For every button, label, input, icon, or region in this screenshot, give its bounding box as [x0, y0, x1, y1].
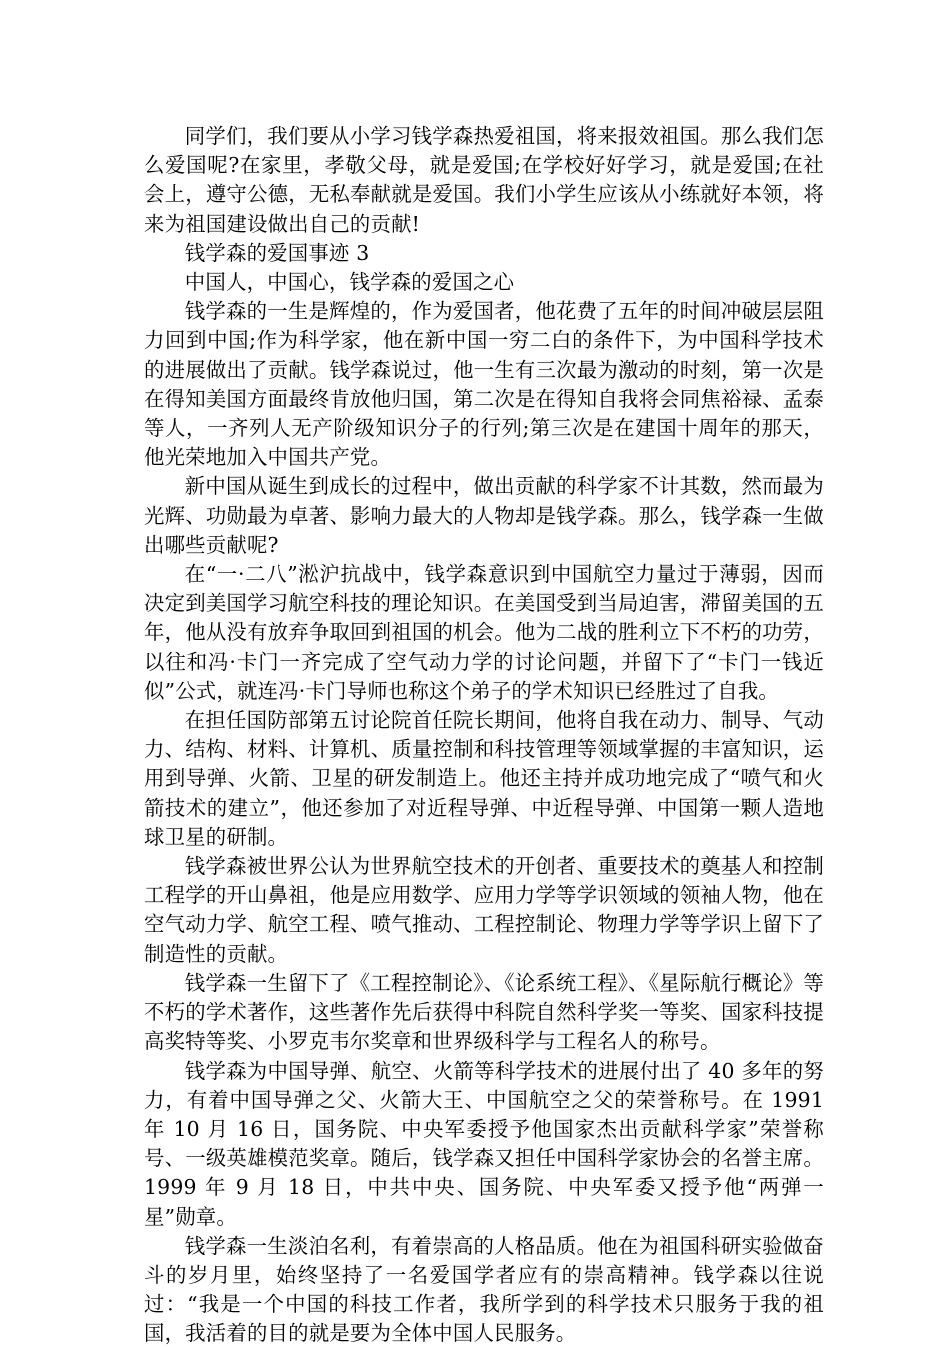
paragraph-world-recognition: 钱学森被世界公认为世界航空技术的开创者、重要技术的奠基人和控制工程学的开山鼻祖，他是应用数学、应用力学等学识领域的领袖人物，他在空气动力学、航空工程、喷气推动、工程控制论、物理力学等学识上留下了制造性的贡献。: [144, 854, 824, 966]
paragraph-contributions-question: 新中国从诞生到成长的过程中，做出贡献的科学家不计其数，然而最为光辉、功勋最为卓著、影响力最大的人物却是钱学森。那么，钱学森一生做出哪些贡献呢?: [144, 474, 824, 557]
paragraph-fifth-academy: 在担任国防部第五讨论院首任院长期间，他将自我在动力、制导、气动力、结构、材料、计算机、质量控制和科技管理等领域掌握的丰富知识，运用到导弹、火箭、卫星的研发制造上。他还主持并成功地完成了“喷气和火箭技术的建立”，他还参加了对近程导弹、中近程导弹、中国第一颗人造地球卫星的研制。: [144, 708, 824, 849]
paragraph-honors: 钱学森为中国导弹、航空、火箭等科学技术的进展付出了 40 多年的努力，有着中国导弹之父、火箭大王、中国航空之父的荣誉称号。在 1991 年 10 月 16 日，国务院、中央军委授予他国家杰出贡献科学家”荣誉称号、一级英雄模范奖章。随后，钱学森又担任中国科学家协会的名誉主席。1999 年 9 月 18 日，中共中央、国务院、中央军委又授予他“两弹一星”勋章。: [144, 1058, 824, 1229]
paragraph-life: 钱学森的一生是辉煌的，作为爱国者，他花费了五年的时间冲破层层阻力回到中国;作为科学家，他在新中国一穷二白的条件下，为中国科学技术的进展做出了贡献。钱学森说过，他一生有三次最为激动的时刻，第一次是在得知美国方面最终肯放他归国，第二次是在得知自我将会同焦裕禄、孟泰等人，一齐列人无产阶级知识分子的行列;第三次是在建国十周年的那天，他光荣地加入中国共产党。: [144, 299, 824, 470]
paragraph-america: 在“一·二八”淞沪抗战中，钱学森意识到中国航空力量过于薄弱，因而决定到美国学习航空科技的理论知识。在美国受到当局迫害，滞留美国的五年，他从没有放弃争取回到祖国的机会。他为二战的胜利立下不朽的功劳，以往和冯·卡门一齐完成了空气动力学的讨论问题，并留下了“卡门一钱近似”公式，就连冯·卡门导师也称这个弟子的学术知识已经胜过了自我。: [144, 562, 824, 703]
section-subtitle: 中国人，中国心，钱学森的爱国之心: [184, 270, 515, 295]
paragraph-intro: 同学们，我们要从小学习钱学森热爱祖国，将来报效祖国。那么我们怎么爱国呢?在家里，孝敬父母，就是爱国;在学校好好学习，就是爱国;在社会上，遵守公德，无私奉献就是爱国。我们小学生应该从小练就好本领，将来为祖国建设做出自己的贡献!: [144, 124, 824, 236]
paragraph-works: 钱学森一生留下了《工程控制论》、《论系统工程》、《星际航行概论》等不朽的学术著作，这些著作先后获得中科院自然科学奖一等奖、国家科技提高奖特等奖、小罗克韦尔奖章和世界级科学与工程名人的称号。: [144, 970, 824, 1054]
paragraph-character: 钱学森一生淡泊名利，有着崇高的人格品质。他在为祖国科研实验做奋斗的岁月里，始终坚持了一名爱国学者应有的崇高精神。钱学森以往说过：“我是一个中国的科技工作者，我所学到的科学技术只服务于我的祖国，我活着的目的就是要为全体中国人民服务。: [144, 1233, 824, 1346]
document-page: [144, 122, 824, 1349]
section-title: 钱学森的爱国事迹 3: [184, 240, 370, 265]
